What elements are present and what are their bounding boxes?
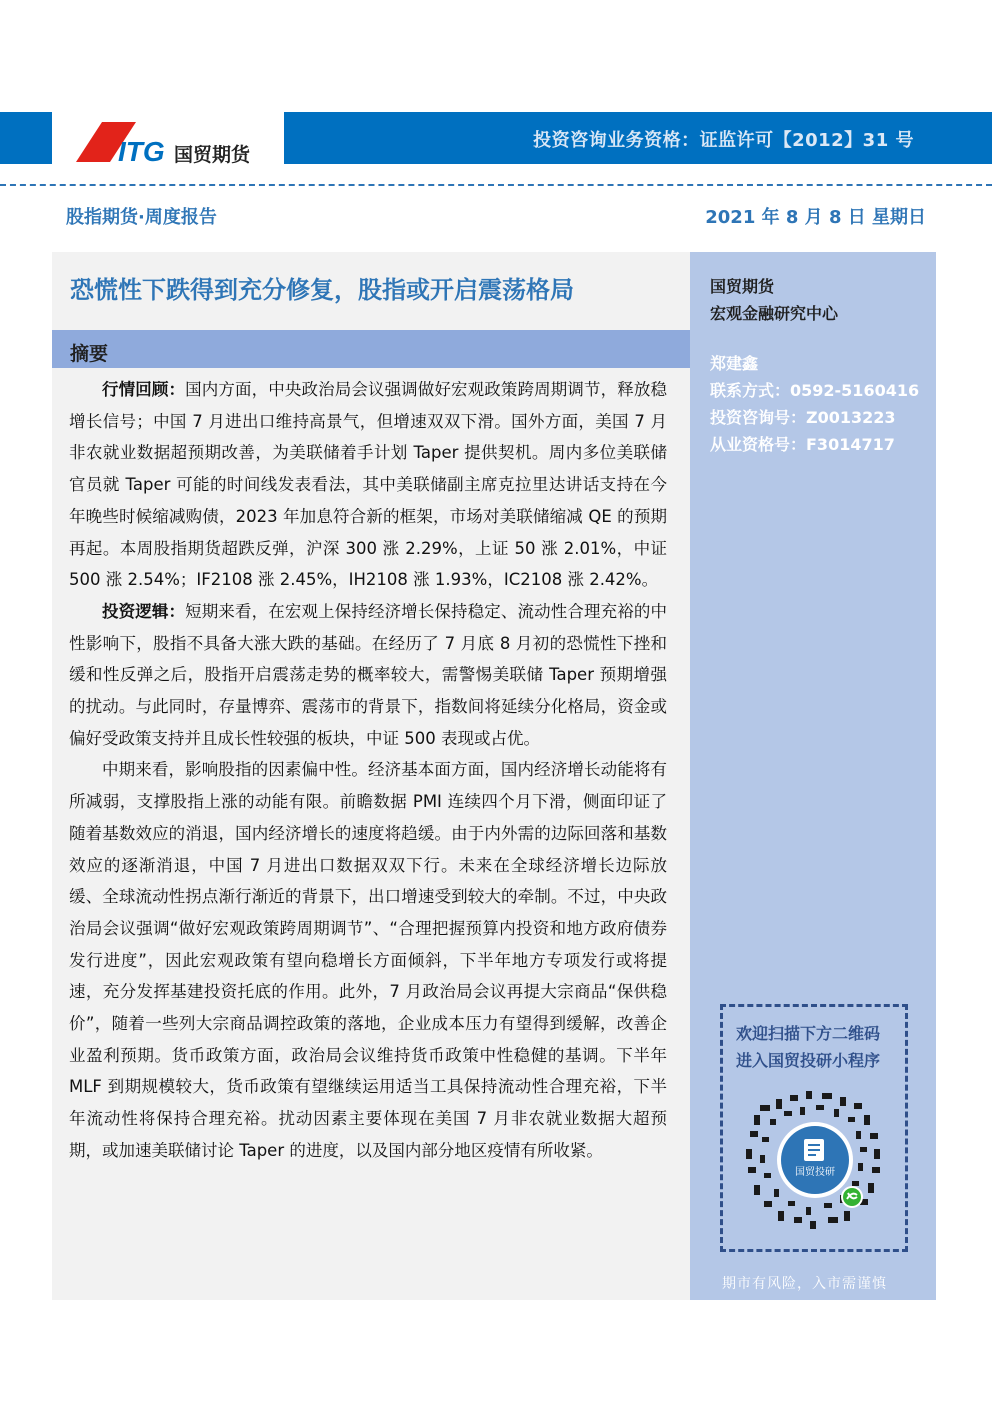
paragraph-label: 行情回顾： <box>102 380 186 399</box>
summary-heading: 摘要 <box>70 343 109 365</box>
report-date: 2021 年 8 月 8 日 星期日 <box>705 207 926 228</box>
summary-body <box>69 374 667 1167</box>
paragraph-market-review <box>69 374 667 596</box>
analyst-consult-no: 投资咨询号：Z0013223 <box>710 408 896 427</box>
logo-company-name: 国贸期货 <box>174 144 251 166</box>
summary-heading-bar <box>52 330 690 368</box>
header-left-bar <box>0 112 52 164</box>
analyst-contact: 联系方式：0592-5160416 <box>710 381 920 400</box>
license-text: 投资咨询业务资格：证监许可【2012】31 号 <box>533 130 914 151</box>
paragraph-investment-logic <box>69 596 667 755</box>
mini-program-qr-code[interactable] <box>740 1085 890 1235</box>
qr-caption-line2: 进入国贸投研小程序 <box>736 1051 881 1070</box>
risk-warning: 期市有风险，入市需谨慎 <box>722 1276 887 1292</box>
itg-logo-icon <box>74 120 180 164</box>
qr-caption <box>736 1020 880 1074</box>
analyst-info <box>710 350 919 458</box>
paragraph-label: 投资逻辑： <box>102 601 186 621</box>
sidebar-org <box>710 273 838 327</box>
paragraph-text: 短期来看，在宏观上保持经济增长保持稳定、流动性合理充裕的中性影响下，股指不具备大涨大跌的基础。在经历了 7 月底 8 月初的恐慌性下挫和缓和性反弹之后，股指开启震荡走势的概率较大，需警惕美联储 Taper 预期增强的扰动。与此同时，存量博弈、震荡市的背景下，指数间将延续分化格局，资金或偏好受政策支持并且成长性较强的板块，中证 500 表现或占优。 <box>69 601 668 748</box>
qr-caption-line1: 欢迎扫描下方二维码 <box>736 1024 881 1043</box>
qr-center-label: 国贸投研 <box>795 1167 835 1178</box>
paragraph-medium-term <box>69 754 667 1166</box>
paragraph-text: 国内方面，中央政治局会议强调做好宏观政策跨周期调节，释放稳增长信号；中国 7 月进出口维持高景气，但增速双双下滑。国外方面，美国 7 月非农就业数据超预期改善，为美联储着手计划 Taper 提供契机。周内多位美联储官员就 Taper 可能的时间线发表看法，其中美联储副主席克拉里达讲话支持在今年晚些时候缩减购债，2023 年加息符合新的框架，市场对美联储缩减 QE 的预期再起。本周股指期货超跌反弹，沪深 300 涨 2.29%，上证 50 涨 2.01%，中证 500 涨 2.54%；IF2108 涨 2.45%，IH2108 涨 1.93%，IC2108 涨 2.42%。 <box>69 380 668 590</box>
analyst-qual-no: 从业资格号：F3014717 <box>710 435 895 454</box>
report-title: 恐慌性下跌得到充分修复，股指或开启震荡格局 <box>70 276 574 304</box>
org-name: 国贸期货 <box>710 277 775 296</box>
paragraph-text: 中期来看，影响股指的因素偏中性。经济基本面方面，国内经济增长动能将有所减弱，支撑股指上涨的动能有限。前瞻数据 PMI 连续四个月下滑，侧面印证了随着基数效应的消退，国内经济增长的速度将趋缓。由于内外需的边际回落和基数效应的逐渐消退，中国 7 月进出口数据双双下行。未来在全球经济增长边际放缓、全球流动性拐点渐行渐近的背景下，出口增速受到较大的牵制。不过，中央政治局会议强调“做好宏观政策跨周期调节”、“合理把握预算内投资和地方政府债券发行进度”，因此宏观政策有望向稳增长方面倾斜，下半年地方专项发行或将提速，充分发挥基建投资托底的作用。此外，7 月政治局会议再提大宗商品“保供稳价”，随着一些列大宗商品调控政策的落地，企业成本压力有望得到缓解，改善企业盈利预期。货币政策方面，政治局会议维持货币政策中性稳健的基调。下半年 MLF 到期规模较大，货币政策有望继续运用适当工具保持流动性合理充裕，下半年流动性将保持合理充裕。扰动因素主要体现在美国 7 月非农就业数据大超预期，或加速美联储讨论 Taper 的进度，以及国内部分地区疫情有所收紧。 <box>69 760 667 1160</box>
svg-text:ITG: ITG <box>118 136 165 164</box>
analyst-name: 郑建鑫 <box>710 354 759 373</box>
dept-name: 宏观金融研究中心 <box>710 304 839 323</box>
report-category: 股指期货·周度报告 <box>66 207 217 228</box>
header-divider <box>0 184 992 186</box>
